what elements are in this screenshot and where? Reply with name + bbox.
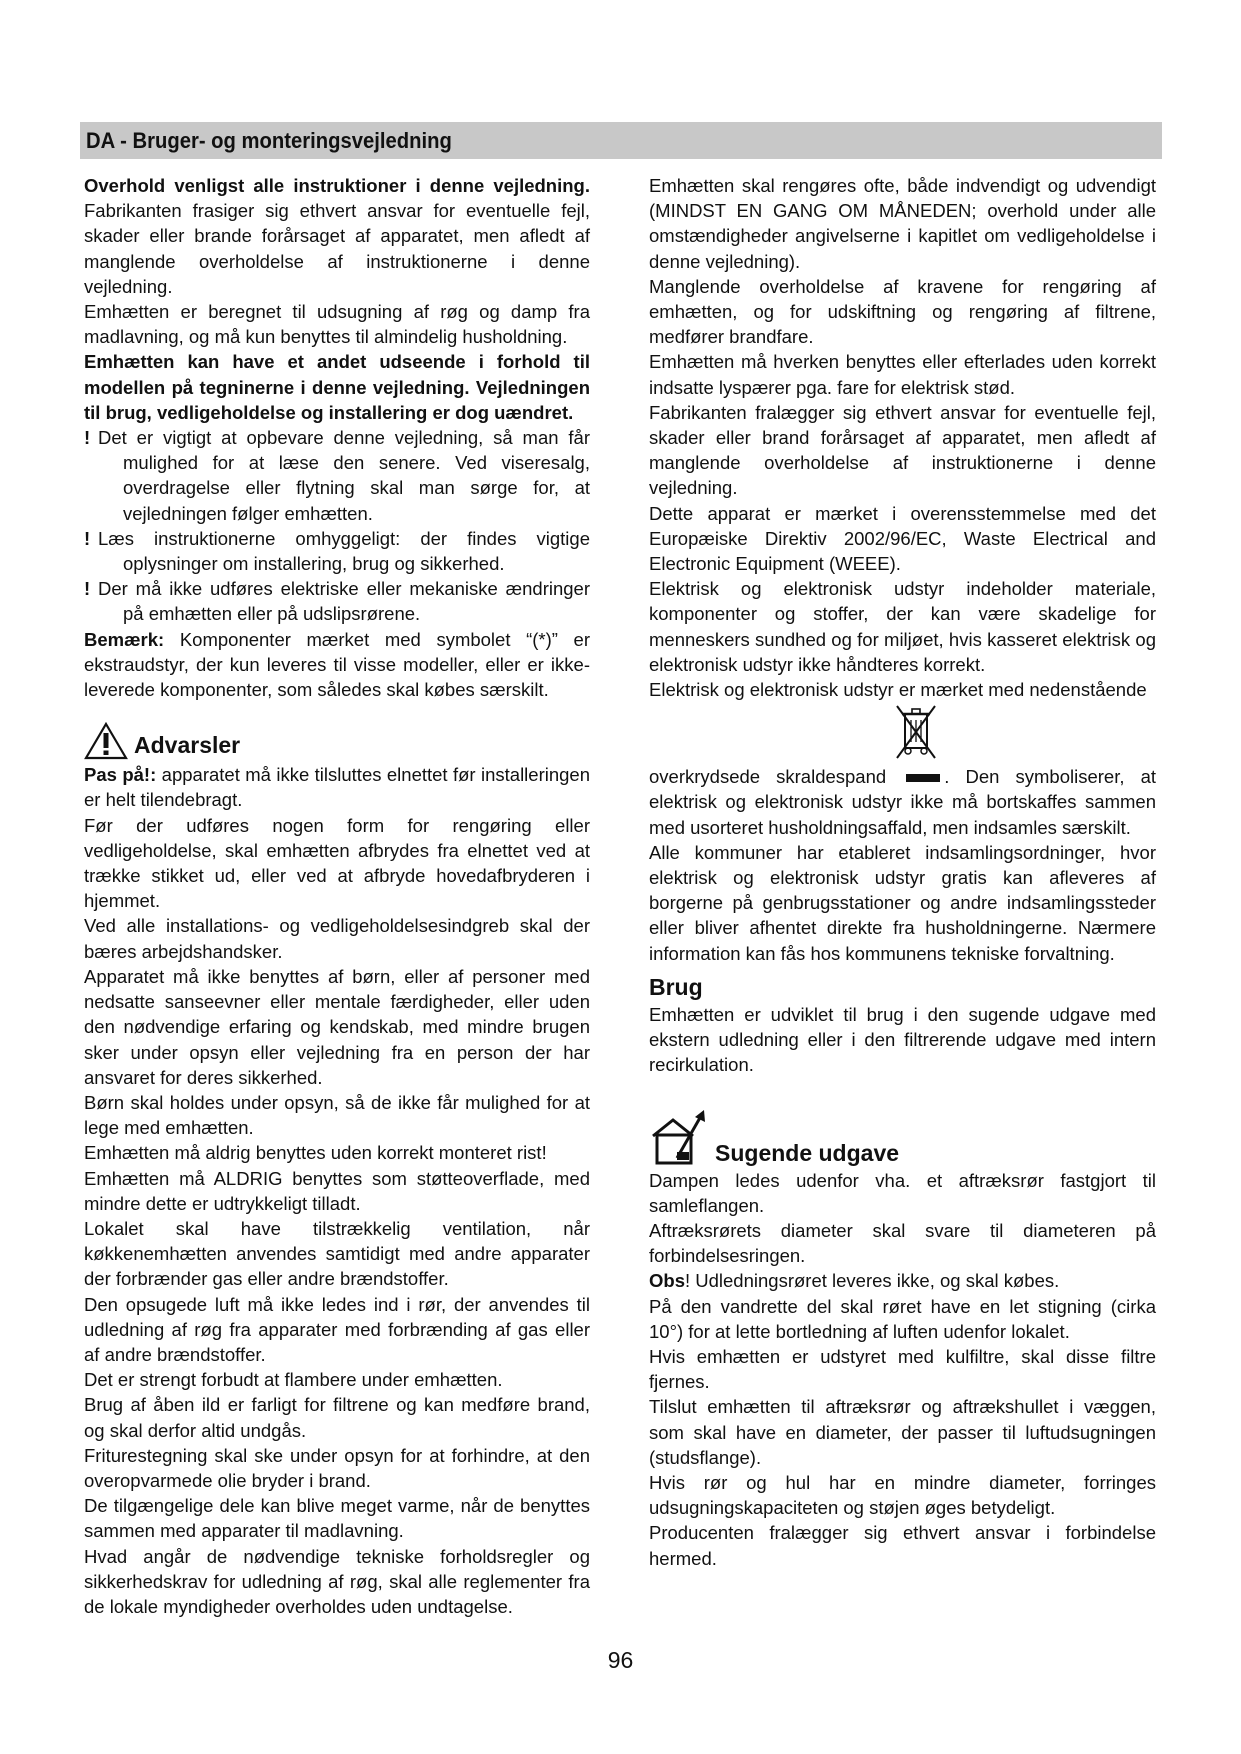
extraction-item: På den vandrette del skal røret have en let stigning (cirka 10°) for at lette bortledning af luften udenfor lokalet. xyxy=(649,1295,1156,1342)
bullet-item xyxy=(84,425,590,526)
intro-paragraph xyxy=(84,173,590,299)
obs-text: ! Udledningsrøret leveres ikke, og skal købes. xyxy=(684,1270,1060,1292)
extraction-item: Producenten fralægger sig ethvert ansvar i forbindelse hermed. xyxy=(649,1522,1156,1569)
exclamation-icon: ! xyxy=(84,527,91,549)
bullet-item xyxy=(84,576,590,626)
extraction-item: Hvis emhætten er udstyret med kulfiltre, skal disse filtre fjernes. xyxy=(649,1345,1156,1393)
warning-item: Den opsugede luft må ikke ledes ind i rør, der anvendes til udledning af røg fra apparater med forbrænding af gas eller af andre brændstoffer. xyxy=(84,1293,590,1365)
collection-paragraph: Alle kommuner har etableret indsamlingsordninger, hvor elektrisk og elektronisk udstyr gratis kan afleveres af borgerne på genbrugsstationer og andre indsamlingssteder eller bliver afhentet direkte fra husholdningerne. Nærmere information kan fås hos kommunens tekniske forvaltning. xyxy=(649,841,1156,964)
use-paragraph: Emhætten er udviklet til brug i den sugende udgave med ekstern udledning eller i den filtrerende udgave med intern recirkulation. xyxy=(649,1003,1156,1076)
extraction-header xyxy=(649,1104,1156,1168)
extraction-heading: Sugende udgave xyxy=(715,1139,900,1166)
page-number: 96 xyxy=(607,1647,634,1673)
appearance-notice: Emhætten kan have et andet udseende i forhold til modellen på tegninerne i denne vejledning. Vejledningen til brug, vedligeholdelse og installering er dog uændret. xyxy=(84,351,590,423)
use-heading: Brug xyxy=(649,973,703,1000)
house-extraction-icon xyxy=(649,1106,711,1168)
warning-item: De tilgængelige dele kan blive meget varme, når de benyttes sammen med apparater til madlavning. xyxy=(84,1495,590,1542)
obs-paragraph xyxy=(649,1268,1156,1293)
bulb-paragraph: Emhætten må hverken benyttes eller efterlades uden korrekt indsatte lyspærer pga. fare for elektrisk stød. xyxy=(649,351,1156,398)
caution-paragraph xyxy=(84,762,590,812)
obs-label: Obs xyxy=(649,1270,685,1292)
purpose-paragraph: Emhætten er beregnet til udsugning af røg og damp fra madlavning, og må kun benyttes til almindelig husholdning. xyxy=(84,301,590,348)
bin-paragraph xyxy=(649,764,1156,840)
note-label: Bemærk: xyxy=(84,628,165,650)
warning-item: Før der udføres nogen form for rengøring eller vedligeholdelse, skal emhætten afbrydes fra elnettet ved at trække stikket ud, eller ved at afbryde hovedafbryderen i hjemmet. xyxy=(84,814,590,912)
warning-item: Brug af åben ild er farligt for filtrene og kan medføre brand, og skal derfor altid undgås. xyxy=(84,1394,590,1441)
intro-bold: Overhold venligst alle instruktioner i denne vejledning. xyxy=(84,175,590,196)
bullet-text: Det er vigtigt at opbevare denne vejledning, så man får mulighed for at læse den senere. Ved viseresalg, overdragelse eller flytning skal man sørge for, at vejledningen følger emhætten. xyxy=(98,427,590,524)
right-column xyxy=(649,173,1156,1571)
extraction-item: Dampen ledes udenfor vha. et aftræksrør fastgjort til samleflangen. xyxy=(649,1169,1156,1216)
black-bar-symbol xyxy=(906,774,940,782)
warning-item: Ved alle installations- og vedligeholdelsesindgreb skal der bæres arbejdshandsker. xyxy=(84,915,590,962)
exclamation-icon: ! xyxy=(84,578,91,600)
left-column xyxy=(84,173,590,1619)
warnings-header xyxy=(84,716,590,760)
warning-item: Friturestegning skal ske under opsyn for at forhindre, at den overopvarmede olie bryder i brand. xyxy=(84,1444,590,1491)
page-title: DA - Bruger- og monteringsvejledning xyxy=(86,128,452,153)
caution-text: apparatet må ikke tilsluttes elnettet før installeringen er helt tilendebragt. xyxy=(84,764,591,811)
marking-paragraph: Elektrisk og elektronisk udstyr er mærket med nedenstående xyxy=(649,679,1147,701)
weee-directive-paragraph: Dette apparat er mærket i overensstemmelse med det Europæiske Direktiv 2002/96/EC, Waste Electrical and Electronic Equipment (WEEE). xyxy=(649,502,1156,575)
note-text: Komponenter mærket med symbolet “(*)” er ekstraudstyr, der kun leveres til visse modeller, eller er ikke-leverede komponenter, som således skal købes særskilt. xyxy=(84,628,590,701)
extraction-item: Tilslut emhætten til aftræksrør og aftrækshullet i væggen, som skal have en diameter, der passer til luftudsugningen (studsflange). xyxy=(649,1396,1156,1468)
bullet-text: Læs instruktionerne omhyggeligt: der findes vigtige oplysninger om installering, brug og sikkerhed. xyxy=(98,527,590,575)
warning-item: Børn skal holdes under opsyn, så de ikke får mulighed for at lege med emhætten. xyxy=(84,1091,590,1139)
warning-item: Apparatet må ikke benyttes af børn, eller af personer med nedsatte sanseevner eller mentale færdigheder, eller uden den nødvendige erfaring og kendskab, med mindre brugen sker under opsyn eller vejledning fra en person der har ansvaret for deres sikkerhed. xyxy=(84,965,590,1088)
warnings-heading: Advarsler xyxy=(134,732,241,759)
warning-triangle-icon xyxy=(84,722,128,760)
extraction-item: Aftræksrørets diameter skal svare til diameteren på forbindelsesringen. xyxy=(649,1219,1156,1267)
header-bar xyxy=(80,122,1162,159)
weee-symbol-row xyxy=(649,702,1156,764)
bullet-text: Der må ikke udføres elektriske eller mekaniske ændringer på emhætten eller på udslipsrørene. xyxy=(98,578,590,625)
bin-text-end: . Den symboliserer, at elektrisk og elektronisk udstyr ikke må bortskaffes sammen med usorteret husholdningsaffald, men indsamles særskilt. xyxy=(649,766,1157,838)
warning-item: Hvad angår de nødvendige tekniske forholdsregler og sikkerhedskrav for udledning af røg, skal alle reglementer fra de lokale myndigheder overholdes uden undtagelse. xyxy=(84,1545,590,1617)
extraction-item: Hvis rør og hul har en mindre diameter, forringes udsugningskapaciteten og støjen øges betydeligt. xyxy=(649,1471,1156,1519)
crossed-bin-icon xyxy=(893,704,939,760)
exclamation-icon: ! xyxy=(84,427,91,449)
note-paragraph xyxy=(84,627,590,703)
warning-item: Det er strengt forbudt at flambere under emhætten. xyxy=(84,1369,503,1391)
hazard-paragraph: Elektrisk og elektronisk udstyr indeholder materiale, komponenter og stoffer, der kan være skadelige for menneskers sundhed og for miljøet, hvis kasseret elektrisk og elektronisk udstyr ikke håndteres korrekt. xyxy=(649,578,1156,675)
caution-label: Pas på!: xyxy=(84,764,157,786)
warning-item: Emhætten må ALDRIG benyttes som støtteoverflade, med mindre dette er udtrykkeligt tilladt. xyxy=(84,1167,590,1214)
warning-item: Emhætten må aldrig benyttes uden korrekt monteret rist! xyxy=(84,1142,547,1164)
warning-item: Lokalet skal have tilstrækkelig ventilation, når køkkenemhætten anvendes samtidigt med andre apparater der forbrænder gas eller andre brændstoffer. xyxy=(84,1217,590,1290)
intro-text: Fabrikanten frasiger sig ethvert ansvar for eventuelle fejl, skader eller brande forårsaget af apparatet, men afledt af manglende overholdelse af instruktionerne i denne vejledning. xyxy=(84,200,590,297)
cleaning-paragraph: Emhætten skal rengøres ofte, både indvendigt og udvendigt (MINDST EN GANG OM MÅNEDEN; overhold under alle omstændigheder angivelserne i kapitlet om vedligeholdelse i denne vejledning). xyxy=(649,175,1156,272)
fire-risk-paragraph: Manglende overholdelse af kravene for rengøring af emhætten, og for udskiftning og rengøring af filtrene, medfører brandfare. xyxy=(649,275,1156,348)
bullet-item xyxy=(84,526,590,576)
bin-text-start: overkrydsede skraldespand xyxy=(649,766,887,788)
liability-paragraph: Fabrikanten fralægger sig ethvert ansvar for eventuelle fejl, skader eller brand forårsaget af apparatet, men afledt af manglende overholdelse af instruktionerne i denne vejledning. xyxy=(649,401,1156,499)
